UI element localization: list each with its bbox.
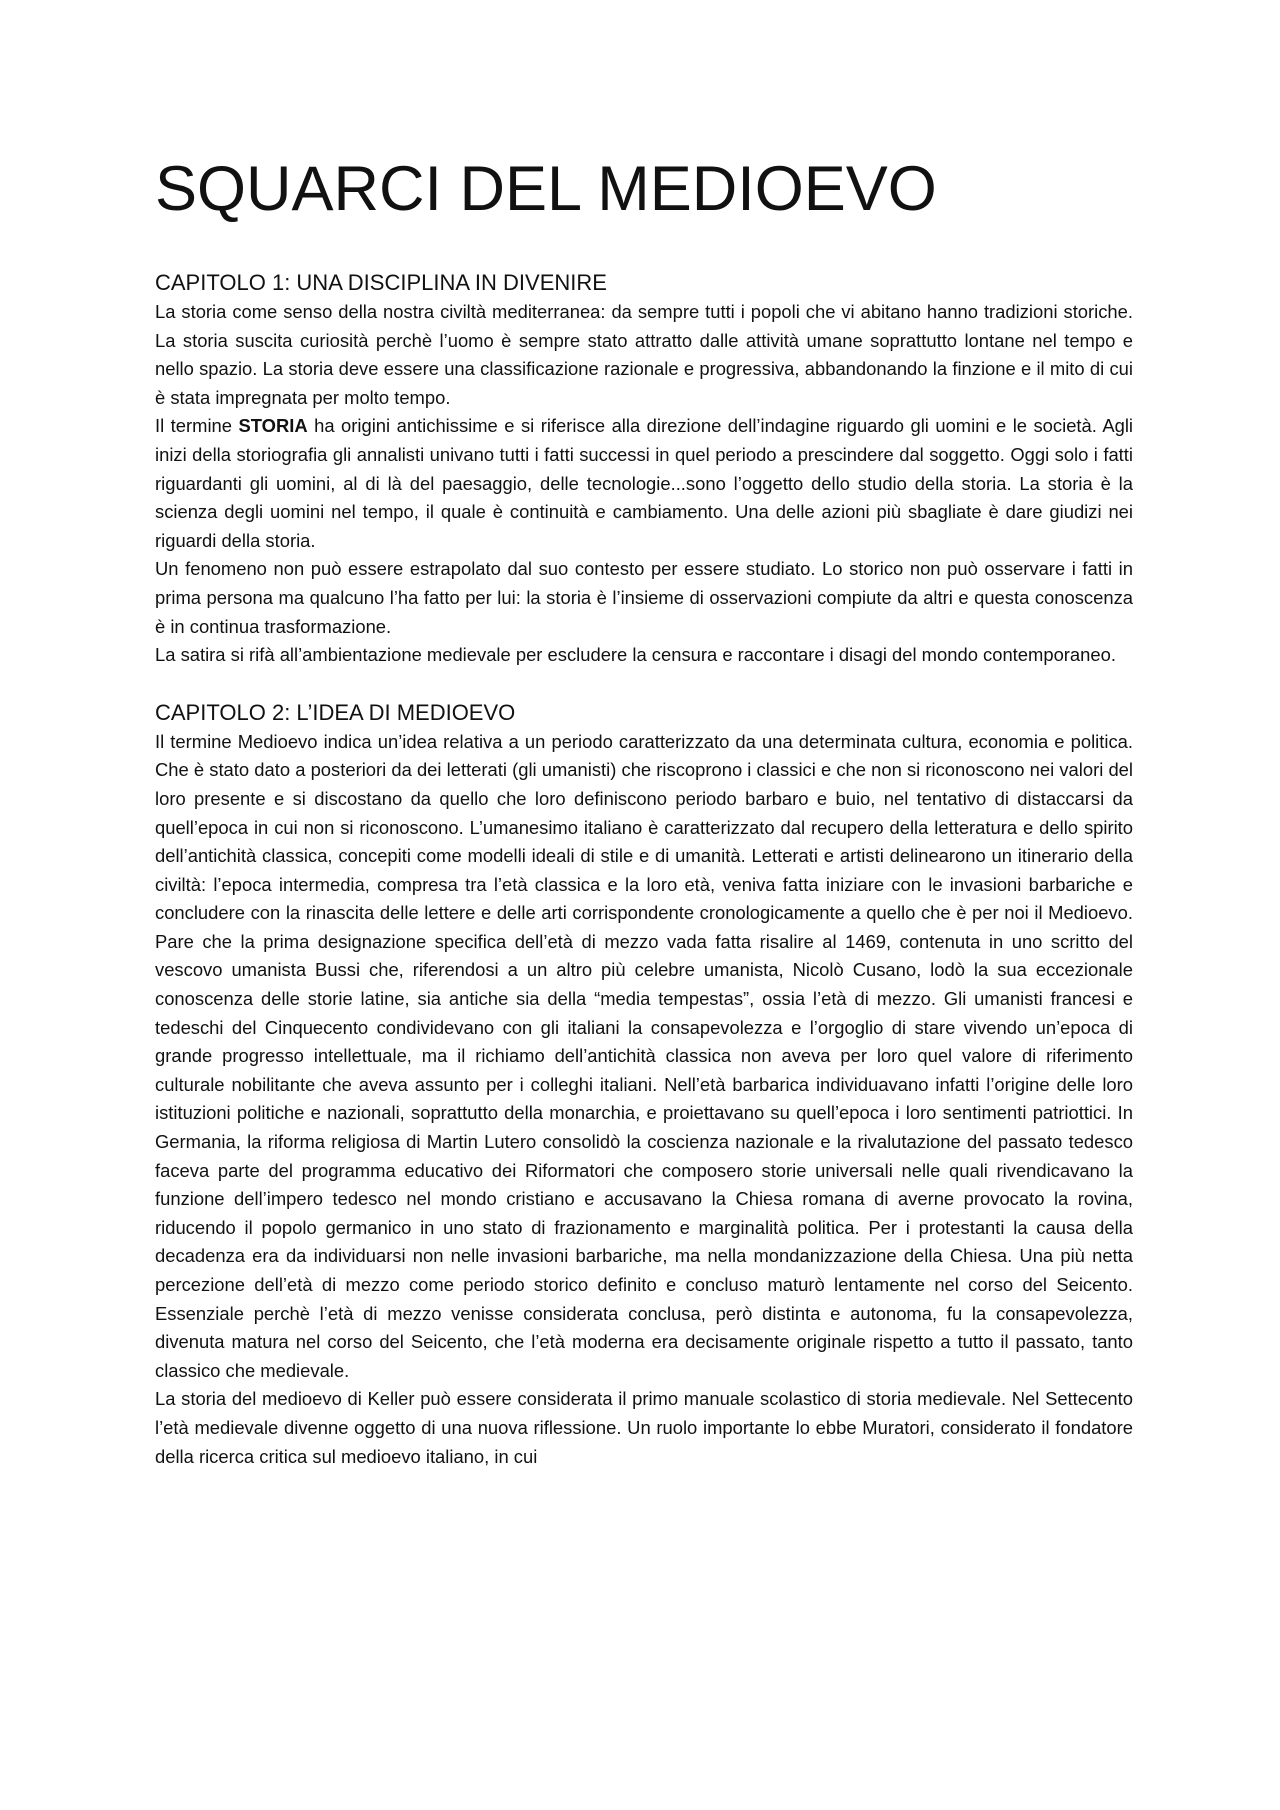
bold-term: STORIA xyxy=(238,415,308,437)
chapter-2 xyxy=(155,698,1133,1471)
document-page xyxy=(155,150,1133,1471)
paragraph: Il termine Medioevo indica un’idea relativa a un periodo caratterizzato da una determinata cultura, economia e politica. Che è stato dato a posteriori da dei letterati (gli umanisti) che riscoprono i classici e che non si riconoscono nei valori del loro presente e si discostano da quello che loro definiscono periodo barbaro e buio, nel tentativo di distaccarsi da quell’epoca in cui non si riconoscono. L’umanesimo italiano è caratterizzato dal recupero della letteratura e dello spirito dell’antichità classica, concepiti come modelli ideali di stile e di umanità. Letterati e artisti delinearono un itinerario della civiltà: l’epoca intermedia, compresa tra l’età classica e la loro età, veniva fatta iniziare con le invasioni barbariche e concludere con la rinascita delle lettere e delle arti corrispondente cronologicamente a quello che è per noi il Medioevo. Pare che la prima designazione specifica dell’età di mezzo vada fatta risalire al 1469, contenuta in uno scritto del vescovo umanista Bussi che, riferendosi a un altro più celebre umanista, Nicolò Cusano, lodò la sua eccezionale conoscenza delle storie latine, sia antiche sia della “media tempestas”, ossia l’età di mezzo. Gli umanisti francesi e tedeschi del Cinquecento condividevano con gli italiani la consapevolezza e l’orgoglio di stare vivendo un’epoca di grande progresso intellettuale, ma il richiamo dell’antichità classica non aveva per loro quel valore di riferimento culturale nobilitante che aveva assunto per i colleghi italiani. Nell’età barbarica individuavano infatti l’origine delle loro istituzioni politiche e nazionali, soprattutto della monarchia, e proiettavano su quell’epoca i loro sentimenti patriottici. In Germania, la riforma religiosa di Martin Lutero consolidò la coscienza nazionale e la rivalutazione del passato tedesco faceva parte del programma educativo dei Riformatori che composero storie universali nelle quali rivendicavano la funzione dell’impero tedesco nel mondo cristiano e accusavano la Chiesa romana di averne provocato la rovina, riducendo il popolo germanico in uno stato di frazionamento e marginalità politica. Per i protestanti la causa della decadenza era da individuarsi non nelle invasioni barbariche, ma nella mondanizzazione della Chiesa. Una più netta percezione dell’età di mezzo come periodo storico definito e concluso maturò lentamente nel corso del Seicento. Essenziale perchè l’età di mezzo venisse considerata conclusa, però distinta e autonoma, fu la consapevolezza, divenuta matura nel corso del Seicento, che l’età moderna era decisamente originale rispetto a tutto il passato, tanto classico che medievale. xyxy=(155,730,1133,1381)
paragraph-text: ha origini antichissime e si riferisce alla direzione dell’indagine riguardo gli uomini e le società. Agli inizi della storiografia gli annalisti univano tutti i fatti successi in quel periodo a prescindere dal soggetto. Oggi solo i fatti riguardanti gli uomini, al di là del paesaggio, delle tecnologie...sono l’oggetto dello studio della storia. La storia è la scienza degli uomini nel tempo, il quale è continuità e cambiamento. Una delle azioni più sbagliate è dare giudizi nei riguardi della storia. xyxy=(155,415,1133,551)
chapter-1 xyxy=(155,268,1133,670)
paragraph-text: Il termine xyxy=(155,415,239,437)
chapter-heading: CAPITOLO 1: UNA DISCIPLINA IN DIVENIRE xyxy=(155,270,607,295)
paragraph: Un fenomeno non può essere estrapolato dal suo contesto per essere studiato. Lo storico non può osservare i fatti in prima persona ma qualcuno l’ha fatto per lui: la storia è l’insieme di osservazioni compiute da altri e questa conoscenza è in continua trasformazione. xyxy=(155,558,1133,637)
paragraph: La satira si rifà all’ambientazione medievale per escludere la censura e raccontare i disagi del mondo contemporaneo. xyxy=(155,644,1116,666)
chapter-spacer xyxy=(155,670,1133,698)
paragraph: La storia del medioevo di Keller può essere considerata il primo manuale scolastico di storia medievale. Nel Settecento l’età medievale divenne oggetto di una nuova riflessione. Un ruolo importante lo ebbe Muratori, considerato il fondatore della ricerca critica sul medioevo italiano, in cui xyxy=(155,1388,1133,1467)
paragraph xyxy=(155,412,1133,555)
document-title: SQUARCI DEL MEDIOEVO xyxy=(155,154,937,224)
paragraph: La storia come senso della nostra civiltà mediterranea: da sempre tutti i popoli che vi abitano hanno tradizioni storiche. La storia suscita curiosità perchè l’uomo è sempre stato attratto dalle attività umane soprattutto lontane nel tempo e nello spazio. La storia deve essere una classificazione razionale e progressiva, abbandonando la finzione e il mito di cui è stata impregnata per molto tempo. xyxy=(155,301,1133,408)
chapter-heading: CAPITOLO 2: L’IDEA DI MEDIOEVO xyxy=(155,699,516,725)
